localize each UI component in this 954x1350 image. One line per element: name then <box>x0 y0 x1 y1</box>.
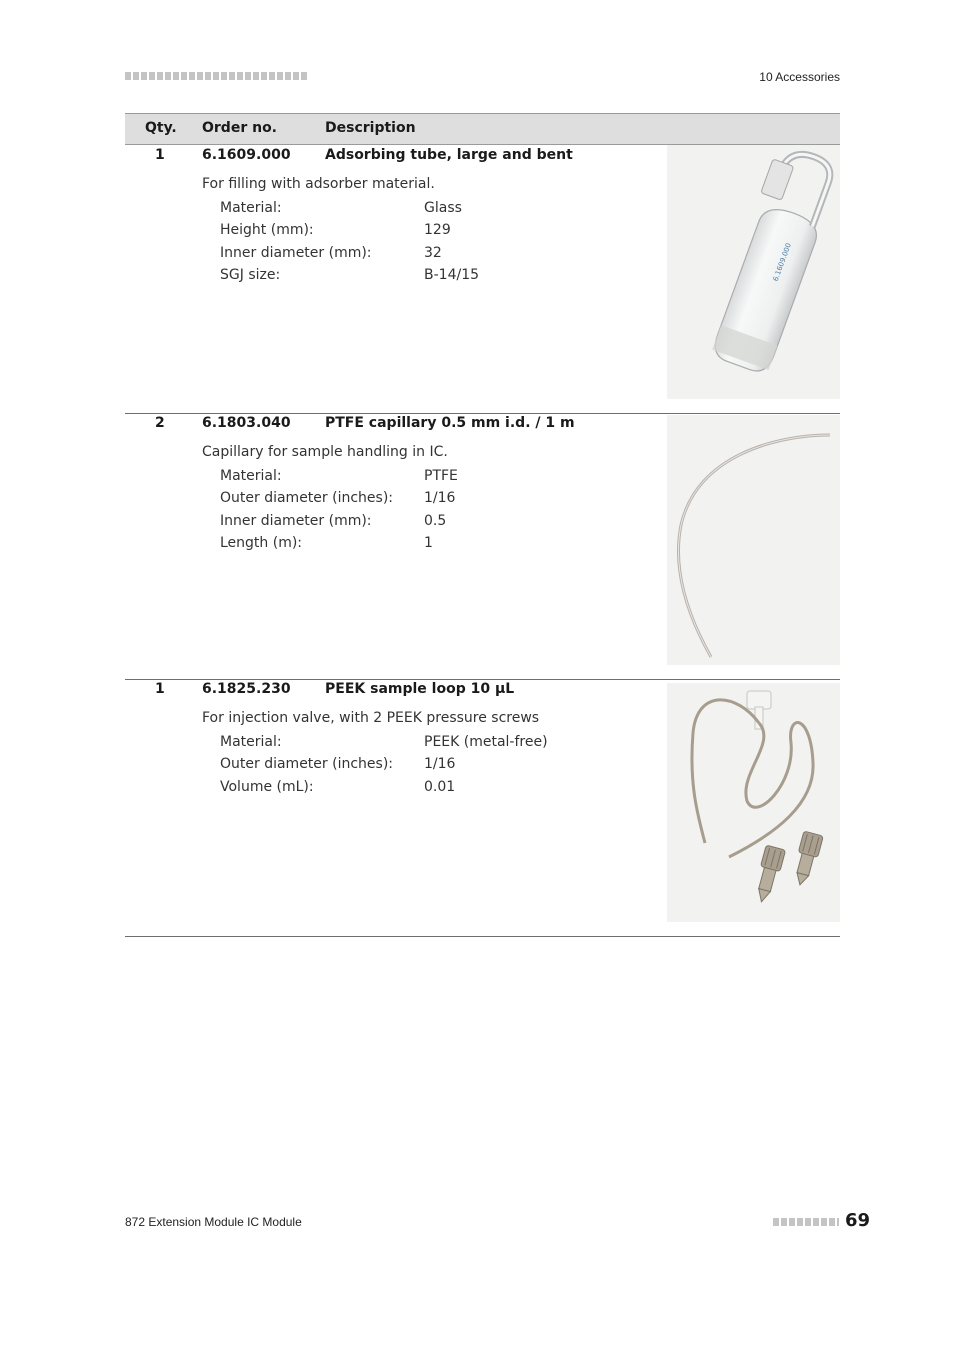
row-order-no: 6.1609.000 <box>202 147 291 163</box>
spec-label: Material: <box>220 200 282 216</box>
row-title: PEEK sample loop 10 µL <box>325 681 515 697</box>
adsorbing-tube-image <box>667 145 840 399</box>
row-qty: 1 <box>155 147 165 163</box>
spec-label: Inner diameter (mm): <box>220 244 372 261</box>
column-header-order-no: Order no. <box>202 120 278 136</box>
spec-value: B-14/15 <box>424 267 480 284</box>
spec-value: 0.01 <box>424 778 456 795</box>
table-row <box>125 145 840 413</box>
spec-label: Material: <box>220 468 282 484</box>
spec-value: Glass <box>424 200 462 216</box>
row-title: Adsorbing tube, large and bent <box>325 147 573 163</box>
row-order-no: 6.1825.230 <box>202 681 291 697</box>
header-decoration <box>125 72 307 80</box>
spec-label: Inner diameter (mm): <box>220 512 372 529</box>
tube-label: 6.1609.000 <box>771 242 793 283</box>
spec-label: Height (mm): <box>220 222 314 239</box>
spec-label: Length (m): <box>220 535 303 552</box>
spec-value: 0.5 <box>424 512 447 529</box>
column-header-description: Description <box>325 120 416 136</box>
footer-document-title: 872 Extension Module IC Module <box>125 1215 302 1229</box>
spec-label: Outer diameter (inches): <box>220 490 393 507</box>
footer-decoration <box>773 1218 839 1226</box>
table-row <box>125 413 840 679</box>
header-section-title: 10 Accessories <box>759 70 840 84</box>
column-header-qty: Qty. <box>145 120 177 136</box>
row-qty: 1 <box>155 681 165 697</box>
spec-value: PTFE <box>424 468 458 484</box>
spec-value: 1/16 <box>424 756 456 773</box>
table-end-rule <box>125 936 840 937</box>
row-order-no: 6.1803.040 <box>202 415 291 431</box>
spec-value: 32 <box>424 244 442 261</box>
row-description: For injection valve, with 2 PEEK pressure screws <box>202 710 540 726</box>
table-row <box>125 679 840 936</box>
ptfe-capillary-image <box>667 415 840 665</box>
spec-value: PEEK (metal-free) <box>424 734 548 750</box>
row-qty: 2 <box>155 415 165 431</box>
row-title: PTFE capillary 0.5 mm i.d. / 1 m <box>325 415 575 431</box>
spec-value: 129 <box>424 222 451 239</box>
row-separator <box>125 413 840 414</box>
row-description: For filling with adsorber material. <box>202 176 435 192</box>
spec-value: 1 <box>424 535 433 552</box>
spec-label: SGJ size: <box>220 267 281 284</box>
spec-value: 1/16 <box>424 490 456 507</box>
spec-label: Outer diameter (inches): <box>220 756 393 773</box>
row-description: Capillary for sample handling in IC. <box>202 444 448 460</box>
spec-label: Volume (mL): <box>220 778 314 795</box>
row-separator <box>125 679 840 680</box>
peek-sample-loop-image <box>667 683 840 922</box>
spec-label: Material: <box>220 734 282 750</box>
table-header <box>125 113 840 145</box>
page-number: 69 <box>845 1210 871 1231</box>
